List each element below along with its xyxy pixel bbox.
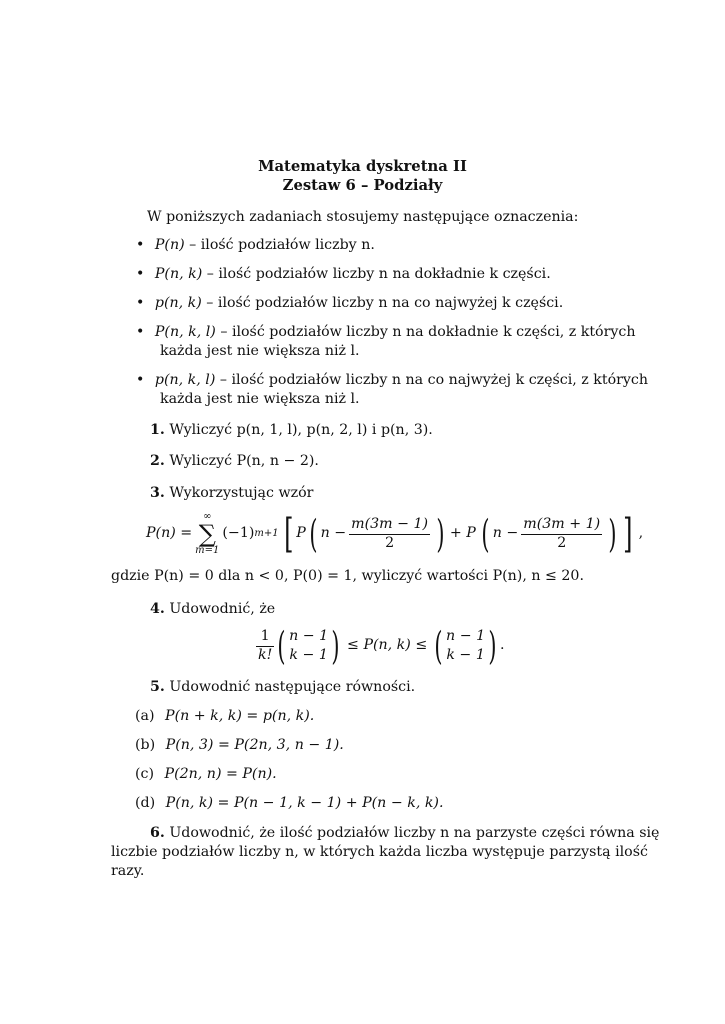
- fraction-2-numerator: m(3m + 1): [523, 515, 601, 532]
- fraction-2: [521, 516, 602, 553]
- task-number: 3.: [150, 485, 165, 501]
- list-item: [135, 708, 314, 726]
- sum-upper-limit: ∞: [203, 511, 212, 522]
- notation-item: [136, 324, 635, 342]
- right-paren: ): [331, 624, 340, 668]
- sum-lower-limit: m=1: [195, 545, 220, 556]
- n-minus-2: n −: [492, 525, 519, 542]
- notation-text: – ilość podziałów liczby n na co najwyżej k części, z których: [215, 372, 648, 388]
- sign-factor: (−1): [222, 525, 255, 542]
- notation-symbol: P(n, k, l): [154, 324, 216, 340]
- task-3: [150, 485, 313, 503]
- formula-pentagonal: [146, 508, 643, 560]
- binomial-2: [446, 627, 485, 665]
- task-3-condition: gdzie P(n) = 0 dla n < 0, P(0) = 1, wyliczyć wartości P(n), n ≤ 20.: [111, 568, 584, 584]
- formula-inequality: [256, 624, 504, 668]
- binomial-top: n − 1: [446, 627, 486, 644]
- fraction-1: [349, 516, 430, 553]
- left-paren: (: [481, 512, 490, 556]
- list-item: [135, 766, 277, 784]
- binomial-1: [289, 627, 328, 665]
- task-1: [150, 422, 433, 440]
- task-number: 1.: [150, 422, 165, 438]
- formula-period: .: [499, 637, 505, 654]
- task-text: Wykorzystując wzór: [169, 485, 314, 501]
- right-paren: ): [488, 624, 497, 668]
- sign-exponent: m+1: [254, 527, 279, 539]
- notation-text: – ilość podziałów liczby n.: [184, 237, 375, 253]
- notation-item: [136, 295, 563, 313]
- sum-symbol: ∑: [198, 520, 216, 548]
- task-6: [150, 825, 659, 843]
- task-text: Udowodnić, że: [169, 601, 276, 617]
- task-number: 5.: [150, 679, 165, 695]
- notation-text: – ilość podziałów liczby n na dokładnie k części.: [202, 266, 551, 282]
- right-bracket: ]: [623, 511, 633, 557]
- list-item: [135, 795, 443, 813]
- task-2: [150, 453, 319, 471]
- notation-text-continued: każda jest nie większa niż l.: [160, 391, 360, 407]
- left-bracket: [: [283, 511, 294, 557]
- left-paren: (: [434, 624, 443, 668]
- item-text: P(n, 3) = P(2n, 3, n − 1).: [165, 737, 344, 753]
- item-text: P(n + k, k) = p(n, k).: [165, 708, 315, 724]
- item-text: P(n, k) = P(n − 1, k − 1) + P(n − k, k).: [165, 795, 444, 811]
- intro-text: W poniższych zadaniach stosujemy następujące oznaczenia:: [147, 209, 579, 225]
- bullet-icon: •: [136, 295, 145, 311]
- bullet-icon: •: [136, 372, 145, 388]
- notation-item: [136, 266, 551, 284]
- task-5: [150, 679, 415, 697]
- item-label: (d): [135, 795, 156, 811]
- formula-comma: ,: [638, 525, 644, 542]
- notation-symbol: p(n, k): [154, 295, 202, 311]
- item-label: (b): [135, 737, 156, 753]
- task-number: 4.: [150, 601, 165, 617]
- binomial-bottom: k − 1: [446, 647, 485, 663]
- p-term-1: P: [296, 525, 306, 542]
- sum-operator: [195, 512, 219, 556]
- document-title: Matematyka dyskretna II: [258, 158, 467, 175]
- task-number: 2.: [150, 453, 165, 469]
- fraction-numerator: 1: [260, 627, 270, 644]
- document-subtitle: Zestaw 6 – Podziały: [282, 177, 443, 194]
- item-label: (a): [135, 708, 155, 724]
- bullet-icon: •: [136, 266, 145, 282]
- notation-text: – ilość podziałów liczby n na dokładnie k części, z których: [215, 324, 636, 340]
- left-paren: (: [277, 624, 286, 668]
- task-number: 6.: [150, 825, 165, 841]
- notation-item: [136, 237, 375, 255]
- fraction-1-denominator: 2: [349, 534, 430, 553]
- n-minus-1: n −: [320, 525, 347, 542]
- task-6-line-3: razy.: [111, 863, 145, 879]
- task-text: Udowodnić następujące równości.: [169, 679, 416, 695]
- bullet-icon: •: [136, 324, 145, 340]
- notation-item: [136, 372, 648, 390]
- notation-symbol: P(n, k): [154, 266, 203, 282]
- item-text: P(2n, n) = P(n).: [164, 766, 277, 782]
- plus-p-term: + P: [449, 525, 476, 542]
- task-text: Udowodnić, że ilość podziałów liczby n na parzyste części równa się: [169, 825, 660, 841]
- inequality-middle: ≤ P(n, k) ≤: [347, 637, 428, 654]
- item-label: (c): [135, 766, 155, 782]
- fraction-1-numerator: m(3m − 1): [351, 515, 429, 532]
- formula-lhs: P(n) =: [146, 525, 193, 542]
- fraction-2-denominator: 2: [521, 534, 602, 553]
- notation-text: – ilość podziałów liczby n na co najwyżej k części.: [201, 295, 564, 311]
- list-item: [135, 737, 344, 755]
- notation-symbol: P(n): [154, 237, 185, 253]
- right-paren: ): [608, 512, 617, 556]
- bullet-icon: •: [136, 237, 145, 253]
- right-paren: ): [436, 512, 445, 556]
- fraction-one-over-k-factorial: [256, 628, 274, 665]
- notation-text-continued: każda jest nie większa niż l.: [160, 343, 360, 359]
- fraction-denominator: k!: [258, 646, 273, 663]
- task-text: Wyliczyć P(n, n − 2).: [169, 453, 319, 469]
- task-6-line-2: liczbie podziałów liczby n, w których każda liczba występuje parzystą ilość: [111, 844, 648, 860]
- left-paren: (: [309, 512, 318, 556]
- task-4: [150, 601, 275, 619]
- task-text: Wyliczyć p(n, 1, l), p(n, 2, l) i p(n, 3).: [169, 422, 433, 438]
- notation-symbol: p(n, k, l): [154, 372, 216, 388]
- binomial-bottom: k − 1: [289, 647, 328, 663]
- binomial-top: n − 1: [289, 627, 329, 644]
